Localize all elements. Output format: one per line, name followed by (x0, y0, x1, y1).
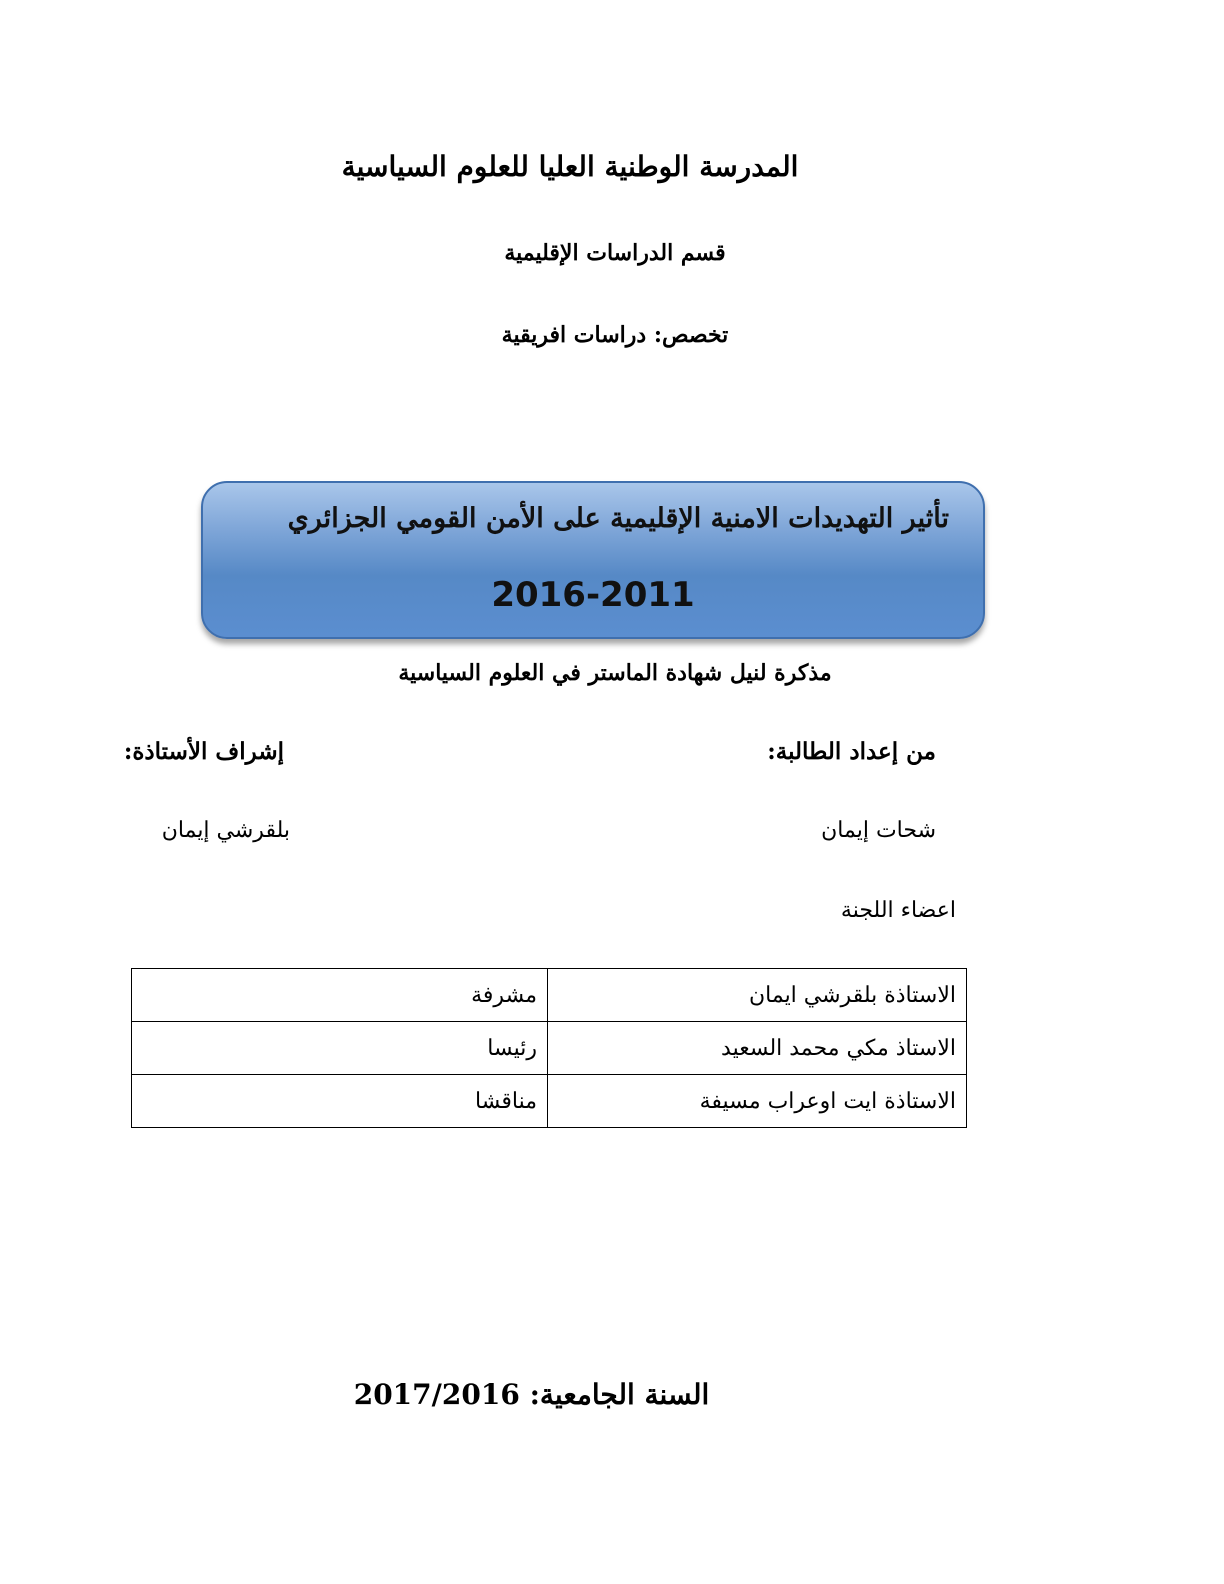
table-row (132, 1022, 967, 1075)
thesis-years: 2016-2011 (491, 575, 695, 615)
member-name: الاستاذة ايت اوعراب مسيفة (548, 1075, 967, 1128)
supervisor-name: بلقرشي إيمان (161, 818, 290, 843)
academic-year-value: 2017/2016 (353, 1378, 520, 1411)
specialization: تخصص: دراسات افريقية (501, 322, 729, 348)
committee-label: اعضاء اللجنة (840, 898, 956, 923)
supervised-by-label: إشراف الأستاذة: (123, 738, 284, 765)
thesis-title: تأثير التهديدات الامنية الإقليمية على الأمن القومي الجزائري (287, 503, 949, 534)
member-name: الاستاذة بلقرشي ايمان (548, 969, 967, 1022)
department-name: قسم الدراسات الإقليمية (504, 240, 726, 266)
thesis-title-box (201, 481, 985, 639)
member-name: الاستاذ مكي محمد السعيد (548, 1022, 967, 1075)
member-role: مشرفة (132, 969, 548, 1022)
committee-table (131, 968, 967, 1128)
school-name: المدرسة الوطنية العليا للعلوم السياسية (341, 150, 799, 183)
academic-year (0, 1378, 1063, 1411)
table-row (132, 969, 967, 1022)
member-role: رئيسا (132, 1022, 548, 1075)
student-name: شحات إيمان (821, 818, 936, 843)
academic-year-label: السنة الجامعية: (529, 1378, 710, 1411)
prepared-by-label: من إعداد الطالبة: (767, 738, 936, 765)
member-role: مناقشا (132, 1075, 548, 1128)
memo-description: مذكرة لنيل شهادة الماستر في العلوم السياسية (398, 660, 832, 686)
table-row (132, 1075, 967, 1128)
